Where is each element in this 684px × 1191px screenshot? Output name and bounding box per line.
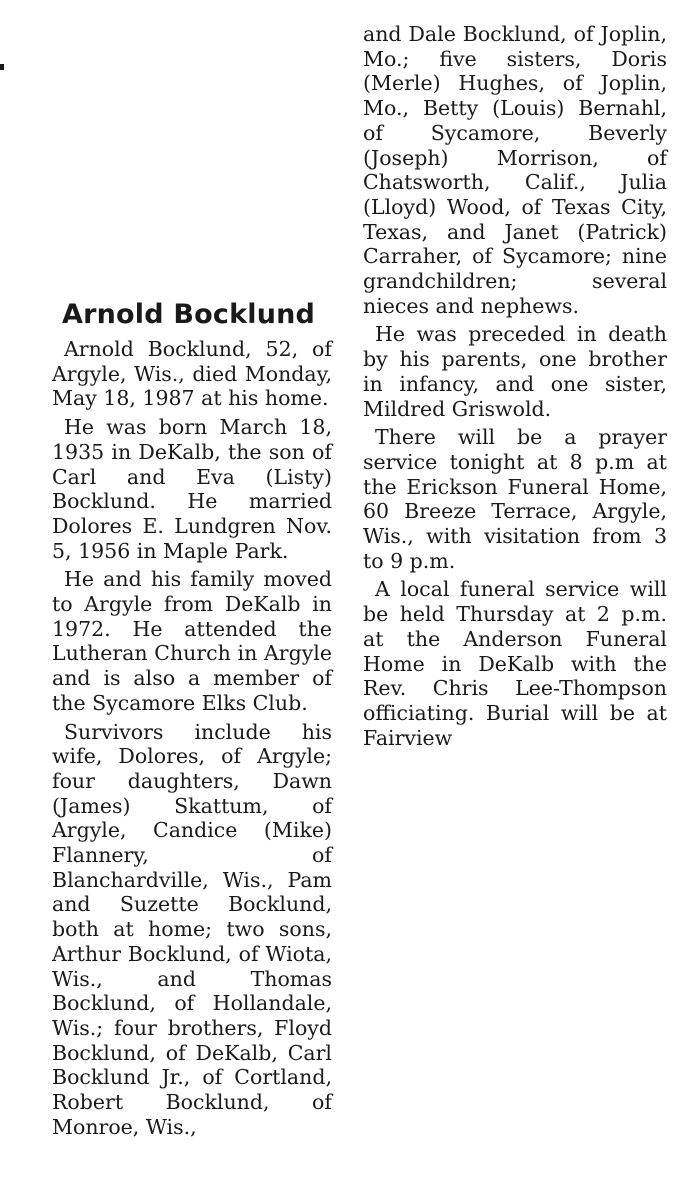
obituary-paragraph-prayer-service: There will be a prayer service tonight at 8 p.m at the Erickson Funeral Home, 60 Breeze Terrace, Argyle, Wis., with visitation from 3 to 9 p.m. <box>363 425 667 573</box>
obituary-paragraph-life: He and his family moved to Argyle from DeKalb in 1972. He attended the Lutheran Church in Argyle and is also a member of the Sycamore Elks Club. <box>52 567 332 715</box>
obituary-paragraph-survivors: Survivors include his wife, Dolores, of Argyle; four daughters, Dawn (James) Skattum, of Argyle, Candice (Mike) Flannery, of Blanchardville, Wis., Pam and Suzette Bocklund, both at home; two sons, Arthur Bocklund, of Wiota, Wis., and Thomas Bocklund, of Hollandale, Wis.; four brothers, Floyd Bocklund, of DeKalb, Carl Bocklund Jr., of Cortland, Robert Bocklund, of Monroe, Wis., <box>52 719 332 1139</box>
obituary-headline: Arnold Bocklund <box>62 299 316 330</box>
edge-mark <box>0 64 4 70</box>
obituary-paragraph-birth: He was born March 18, 1935 in DeKalb, the son of Carl and Eva (Listy) Bocklund. He married Dolores E. Lundgren Nov. 5, 1956 in Maple Park. <box>52 415 332 563</box>
obituary-paragraph-funeral-service: A local funeral service will be held Thursday at 2 p.m. at the Anderson Funeral Home in DeKalb with the Rev. Chris Lee-Thompson officiating. Burial will be at Fairview <box>363 577 667 750</box>
obituary-paragraph-preceded: He was preceded in death by his parents, one brother in infancy, and one sister, Mildred Griswold. <box>363 322 667 421</box>
obituary-column-right <box>363 22 667 754</box>
obituary-paragraph-death: Arnold Bocklund, 52, of Argyle, Wis., died Monday, May 18, 1987 at his home. <box>52 337 332 411</box>
obituary-paragraph-survivors-continued: and Dale Bocklund, of Joplin, Mo.; five sisters, Doris (Merle) Hughes, of Joplin, Mo., Betty (Louis) Bernahl, of Sycamore, Beverly (Joseph) Morrison, of Chatsworth, Calif., Julia (Lloyd) Wood, of Texas City, Texas, and Janet (Patrick) Carraher, of Sycamore; nine grandchildren; several nieces and nephews. <box>363 22 667 318</box>
obituary-column-left <box>52 295 332 1144</box>
